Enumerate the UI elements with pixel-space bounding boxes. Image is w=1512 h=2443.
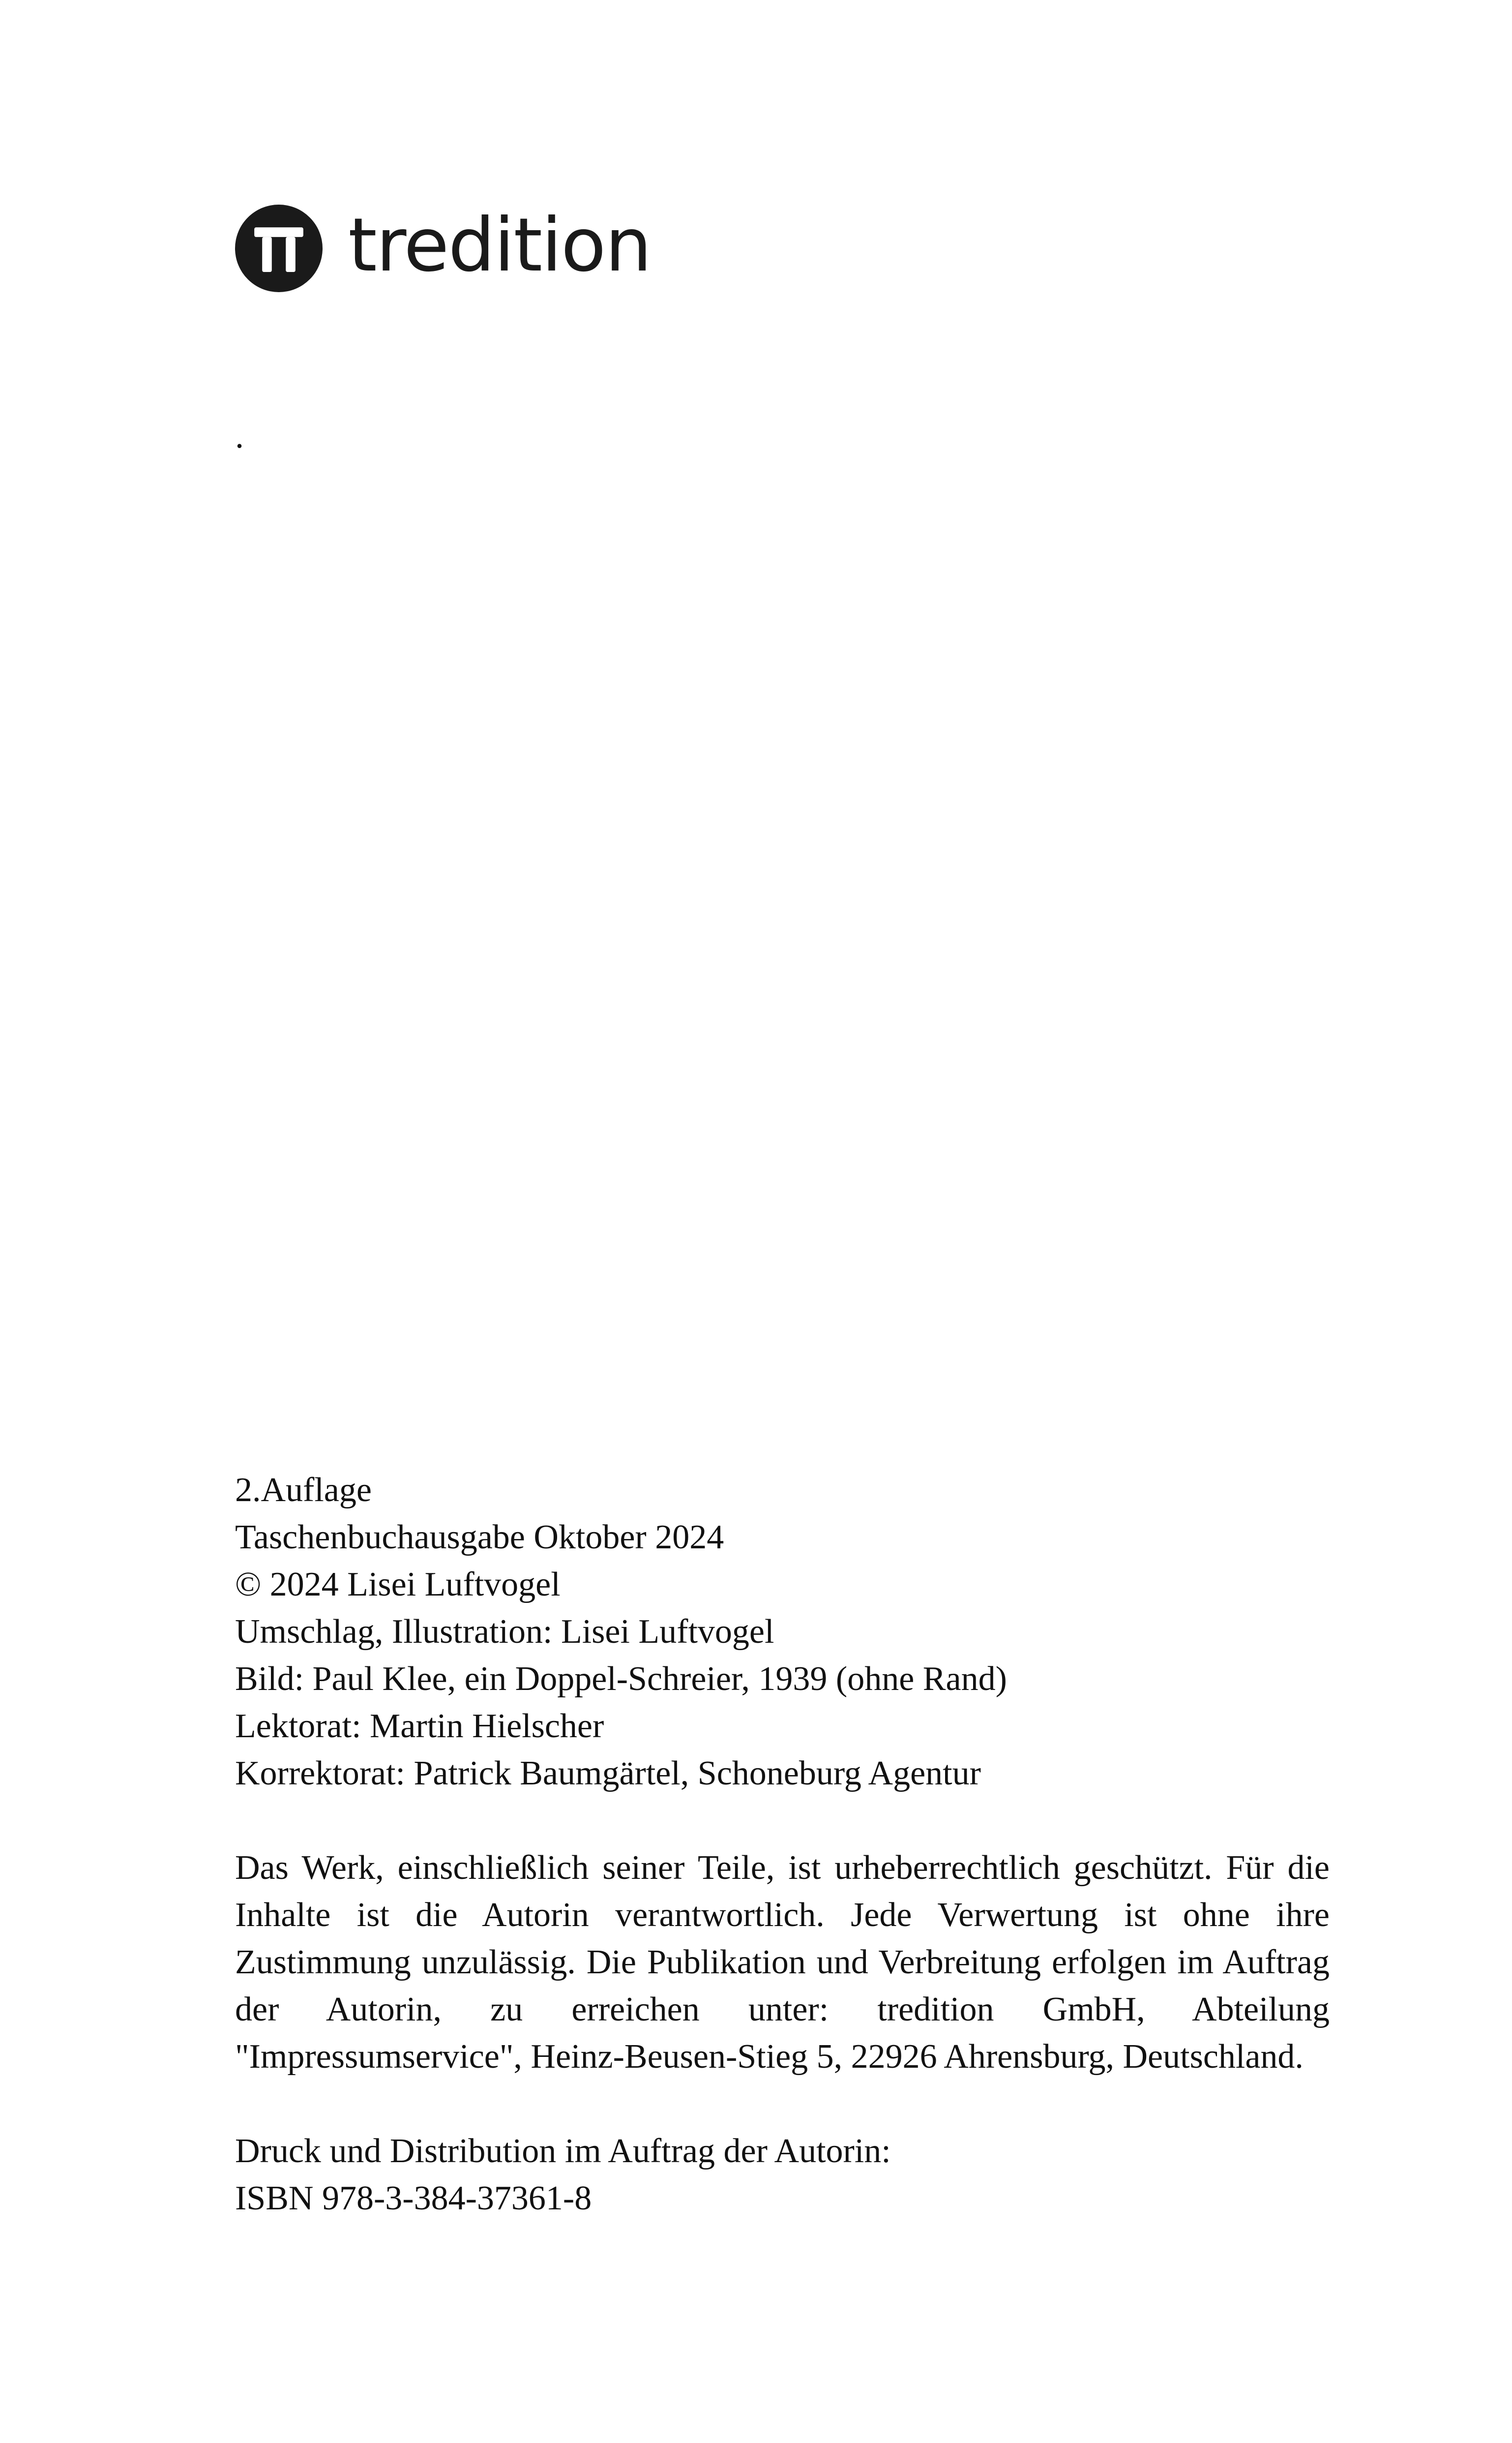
image-credit-line: Bild: Paul Klee, ein Doppel-Schreier, 1939 (ohne Rand) <box>235 1660 1007 1698</box>
stray-mark: . <box>235 416 244 455</box>
copyright-line: © 2024 Lisei Luftvogel <box>235 1566 561 1603</box>
credits-list <box>235 1467 1330 1797</box>
isbn-line: ISBN 978-3-384-37361-8 <box>235 2179 592 2217</box>
editor-credit-line: Lektorat: Martin Hielscher <box>235 1707 604 1745</box>
publisher-logo <box>235 202 651 295</box>
format-date-line: Taschenbuchausgabe Oktober 2024 <box>235 1518 724 1556</box>
proofreading-credit-line: Korrektorat: Patrick Baumgärtel, Schoneburg Agentur <box>235 1754 981 1792</box>
imprint-block <box>235 1467 1330 2222</box>
cover-credit-line: Umschlag, Illustration: Lisei Luftvogel <box>235 1613 774 1651</box>
logo-wordmark: tredition <box>348 203 651 288</box>
legal-notice: Das Werk, einschließlich seiner Teile, ist urheberrechtlich geschützt. Für die Inhalte ist die Autorin verantwortlich. Jede Verwertung ist ohne ihre Zustimmung unzulässig. Die Publikation und Verbreitung erfolgen im Auftrag der Autorin, zu erreichen unter: tredition GmbH, Abteilung "Impressumservice", Heinz-Beusen-Stieg 5, 22926 Ahrensburg, Deutschland. <box>235 1849 1330 2076</box>
edition-line: 2.Auflage <box>235 1471 372 1509</box>
print-info <box>235 2128 1330 2222</box>
tredition-logo-icon <box>235 205 323 292</box>
distribution-line: Druck und Distribution im Auftrag der Autorin: <box>235 2132 891 2170</box>
